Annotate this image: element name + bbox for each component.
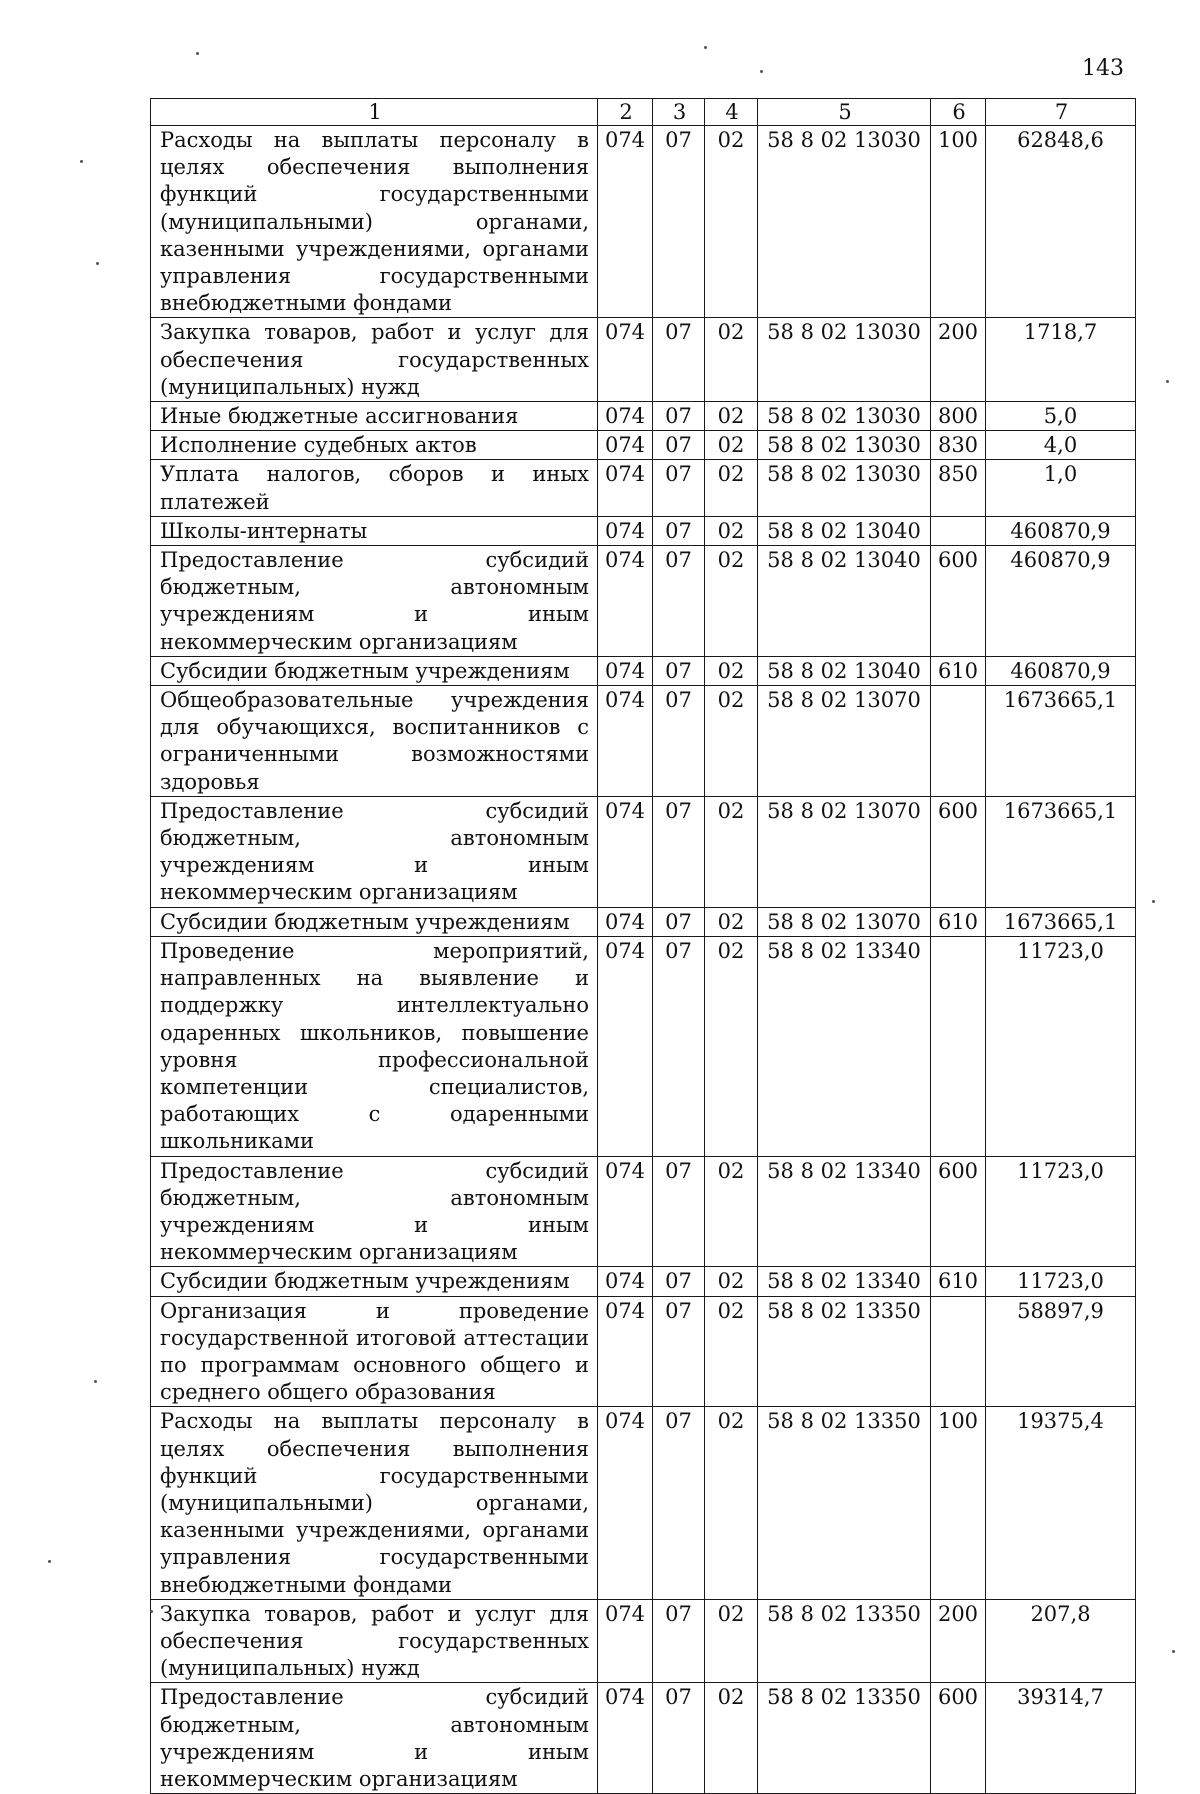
row-col-6: 600	[931, 1683, 986, 1794]
row-col-4: 02	[705, 1267, 758, 1296]
row-col-3: 07	[653, 1683, 705, 1794]
table-row	[151, 431, 1136, 460]
row-col-5: 58 8 02 13070	[758, 796, 931, 907]
row-col-4: 02	[705, 126, 758, 318]
row-col-5: 58 8 02 13030	[758, 460, 931, 516]
row-col-6: 600	[931, 546, 986, 657]
row-col-5: 58 8 02 13070	[758, 907, 931, 936]
table-row	[151, 656, 1136, 685]
row-col-5: 58 8 02 13350	[758, 1683, 931, 1794]
row-col-4: 02	[705, 1296, 758, 1407]
row-col-6: 600	[931, 796, 986, 907]
row-col-5: 58 8 02 13030	[758, 431, 931, 460]
row-col-6	[931, 1296, 986, 1407]
row-col-4: 02	[705, 1407, 758, 1599]
row-col-2: 074	[598, 1296, 653, 1407]
table-row	[151, 796, 1136, 907]
row-description: Уплата налогов, сборов и иных платежей	[151, 460, 598, 516]
row-description: Школы-интернаты	[151, 516, 598, 545]
row-description: Исполнение судебных актов	[151, 431, 598, 460]
table-row	[151, 686, 1136, 797]
row-amount: 39314,7	[986, 1683, 1136, 1794]
row-col-3: 07	[653, 431, 705, 460]
row-col-4: 02	[705, 656, 758, 685]
header-col-5: 5	[758, 99, 931, 126]
row-col-3: 07	[653, 126, 705, 318]
table-row	[151, 1407, 1136, 1599]
row-amount: 11723,0	[986, 1267, 1136, 1296]
row-amount: 5,0	[986, 402, 1136, 431]
row-col-4: 02	[705, 1683, 758, 1794]
row-col-6: 600	[931, 1156, 986, 1267]
row-col-2: 074	[598, 546, 653, 657]
row-col-5: 58 8 02 13030	[758, 126, 931, 318]
row-amount: 1673665,1	[986, 796, 1136, 907]
scan-speck	[1172, 1650, 1175, 1653]
row-col-2: 074	[598, 402, 653, 431]
row-description: Субсидии бюджетным учреждениям	[151, 1267, 598, 1296]
budget-table	[150, 98, 1136, 1794]
row-col-4: 02	[705, 460, 758, 516]
row-amount: 58897,9	[986, 1296, 1136, 1407]
row-col-2: 074	[598, 126, 653, 318]
row-description: Расходы на выплаты персоналу в целях обеспечения выполнения функций государственными (муниципальными) органами, казенными учреждениями, органами управления государственными внебюджетными фондами	[151, 126, 598, 318]
header-col-1: 1	[151, 99, 598, 126]
row-amount: 1718,7	[986, 318, 1136, 402]
row-amount: 460870,9	[986, 546, 1136, 657]
header-row	[151, 99, 1136, 126]
table-row	[151, 1296, 1136, 1407]
scan-speck	[80, 160, 83, 163]
row-amount: 11723,0	[986, 1156, 1136, 1267]
row-col-3: 07	[653, 907, 705, 936]
row-col-6: 610	[931, 907, 986, 936]
row-amount: 4,0	[986, 431, 1136, 460]
row-col-5: 58 8 02 13030	[758, 318, 931, 402]
row-col-3: 07	[653, 656, 705, 685]
table-row	[151, 1599, 1136, 1683]
row-description: Организация и проведение государственной итоговой аттестации по программам основного общего и среднего общего образования	[151, 1296, 598, 1407]
row-amount: 1,0	[986, 460, 1136, 516]
row-col-3: 07	[653, 460, 705, 516]
row-description: Закупка товаров, работ и услуг для обеспечения государственных (муниципальных) нужд	[151, 1599, 598, 1683]
row-col-3: 07	[653, 1599, 705, 1683]
row-col-3: 07	[653, 516, 705, 545]
row-amount: 19375,4	[986, 1407, 1136, 1599]
row-col-2: 074	[598, 1267, 653, 1296]
row-description: Расходы на выплаты персоналу в целях обеспечения выполнения функций государственными (муниципальными) органами, казенными учреждениями, органами управления государственными внебюджетными фондами	[151, 1407, 598, 1599]
row-col-4: 02	[705, 1156, 758, 1267]
row-col-2: 074	[598, 318, 653, 402]
table-row	[151, 1683, 1136, 1794]
row-col-4: 02	[705, 546, 758, 657]
row-amount: 11723,0	[986, 936, 1136, 1156]
row-amount: 460870,9	[986, 656, 1136, 685]
row-col-2: 074	[598, 907, 653, 936]
row-col-2: 074	[598, 656, 653, 685]
header-col-2: 2	[598, 99, 653, 126]
row-amount: 460870,9	[986, 516, 1136, 545]
row-col-3: 07	[653, 1296, 705, 1407]
table-row	[151, 516, 1136, 545]
scan-speck	[96, 262, 99, 265]
table-row	[151, 936, 1136, 1156]
scan-speck	[48, 1560, 51, 1563]
scan-speck	[1152, 900, 1155, 903]
row-col-3: 07	[653, 318, 705, 402]
row-col-4: 02	[705, 686, 758, 797]
row-amount: 1673665,1	[986, 907, 1136, 936]
row-col-6	[931, 516, 986, 545]
row-description: Проведение мероприятий, направленных на выявление и поддержку интеллектуально одаренных школьников, повышение уровня профессиональной компетенции специалистов, работающих с одаренными школьниками	[151, 936, 598, 1156]
table-row	[151, 126, 1136, 318]
row-col-5: 58 8 02 13040	[758, 516, 931, 545]
scan-speck	[94, 1380, 97, 1383]
table-body	[151, 126, 1136, 1794]
row-col-4: 02	[705, 796, 758, 907]
row-col-5: 58 8 02 13070	[758, 686, 931, 797]
row-col-6: 610	[931, 656, 986, 685]
table-row	[151, 1156, 1136, 1267]
row-description: Закупка товаров, работ и услуг для обеспечения государственных (муниципальных) нужд	[151, 318, 598, 402]
row-col-2: 074	[598, 1407, 653, 1599]
row-amount: 62848,6	[986, 126, 1136, 318]
row-col-5: 58 8 02 13350	[758, 1407, 931, 1599]
table-row	[151, 460, 1136, 516]
row-col-6	[931, 686, 986, 797]
row-col-4: 02	[705, 431, 758, 460]
scan-speck	[196, 52, 199, 55]
row-col-3: 07	[653, 686, 705, 797]
table-row	[151, 402, 1136, 431]
row-col-4: 02	[705, 936, 758, 1156]
row-description: Предоставление субсидий бюджетным, автономным учреждениям и иным некоммерческим организациям	[151, 546, 598, 657]
row-col-2: 074	[598, 1156, 653, 1267]
row-amount: 1673665,1	[986, 686, 1136, 797]
row-description: Общеобразовательные учреждения для обучающихся, воспитанников с ограниченными возможностями здоровья	[151, 686, 598, 797]
row-col-2: 074	[598, 460, 653, 516]
row-col-5: 58 8 02 13340	[758, 1267, 931, 1296]
row-description: Предоставление субсидий бюджетным, автономным учреждениям и иным некоммерческим организациям	[151, 796, 598, 907]
row-col-6	[931, 936, 986, 1156]
row-col-3: 07	[653, 936, 705, 1156]
row-col-2: 074	[598, 431, 653, 460]
row-col-2: 074	[598, 516, 653, 545]
row-col-4: 02	[705, 516, 758, 545]
row-col-3: 07	[653, 402, 705, 431]
row-col-5: 58 8 02 13350	[758, 1296, 931, 1407]
table-row	[151, 546, 1136, 657]
row-col-5: 58 8 02 13040	[758, 546, 931, 657]
row-col-6: 850	[931, 460, 986, 516]
row-description: Субсидии бюджетным учреждениям	[151, 907, 598, 936]
row-col-5: 58 8 02 13350	[758, 1599, 931, 1683]
row-col-3: 07	[653, 1407, 705, 1599]
row-col-6: 100	[931, 1407, 986, 1599]
row-description: Предоставление субсидий бюджетным, автономным учреждениям и иным некоммерческим организациям	[151, 1156, 598, 1267]
row-description: Субсидии бюджетным учреждениям	[151, 656, 598, 685]
scan-speck	[150, 1610, 153, 1613]
row-col-5: 58 8 02 13030	[758, 402, 931, 431]
row-col-2: 074	[598, 936, 653, 1156]
row-col-6: 800	[931, 402, 986, 431]
table-row	[151, 1267, 1136, 1296]
row-col-4: 02	[705, 1599, 758, 1683]
row-description: Предоставление субсидий бюджетным, автономным учреждениям и иным некоммерческим организациям	[151, 1683, 598, 1794]
row-col-4: 02	[705, 318, 758, 402]
table-row	[151, 907, 1136, 936]
header-col-7: 7	[986, 99, 1136, 126]
row-col-6: 610	[931, 1267, 986, 1296]
row-col-6: 830	[931, 431, 986, 460]
row-col-2: 074	[598, 1599, 653, 1683]
row-col-4: 02	[705, 907, 758, 936]
scan-speck	[1166, 380, 1169, 383]
scan-speck	[760, 70, 763, 73]
row-amount: 207,8	[986, 1599, 1136, 1683]
row-col-3: 07	[653, 1267, 705, 1296]
row-col-3: 07	[653, 796, 705, 907]
row-description: Иные бюджетные ассигнования	[151, 402, 598, 431]
row-col-5: 58 8 02 13040	[758, 656, 931, 685]
header-col-4: 4	[705, 99, 758, 126]
table-row	[151, 318, 1136, 402]
row-col-3: 07	[653, 1156, 705, 1267]
row-col-6: 100	[931, 126, 986, 318]
page-number: 143	[1082, 56, 1124, 81]
row-col-2: 074	[598, 796, 653, 907]
header-col-3: 3	[653, 99, 705, 126]
row-col-2: 074	[598, 686, 653, 797]
row-col-6: 200	[931, 1599, 986, 1683]
header-col-6: 6	[931, 99, 986, 126]
row-col-5: 58 8 02 13340	[758, 936, 931, 1156]
row-col-4: 02	[705, 402, 758, 431]
scan-speck	[704, 46, 707, 49]
row-col-2: 074	[598, 1683, 653, 1794]
row-col-5: 58 8 02 13340	[758, 1156, 931, 1267]
row-col-3: 07	[653, 546, 705, 657]
row-col-6: 200	[931, 318, 986, 402]
